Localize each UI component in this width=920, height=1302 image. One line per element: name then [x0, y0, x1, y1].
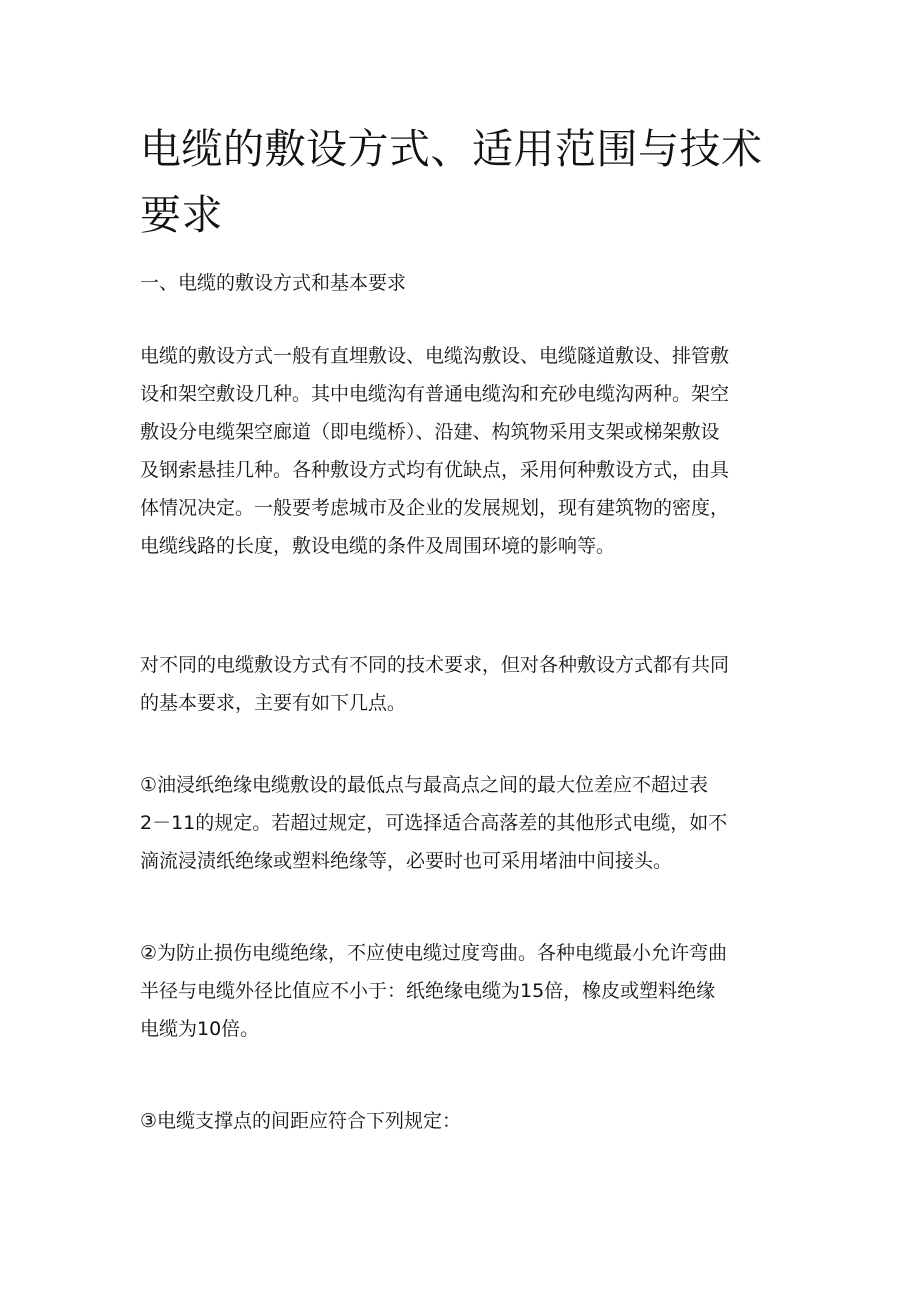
- section-heading: 一、电缆的敷设方式和基本要求: [140, 272, 407, 294]
- paragraph-laying-methods: [140, 337, 788, 565]
- text-line: 电缆为10倍。: [140, 1018, 260, 1040]
- text-line: 敷设分电缆架空廊道（即电缆桥）、沿建、构筑物采用支架或梯架敷设: [140, 421, 720, 443]
- text-line: 的基本要求，主要有如下几点。: [140, 692, 407, 714]
- text-line: ①油浸纸绝缘电缆敷设的最低点与最高点之间的最大位差应不超过表: [140, 774, 709, 796]
- text-line: 对不同的电缆敷设方式有不同的技术要求，但对各种敷设方式都有共同: [140, 654, 730, 676]
- text-line: 设和架空敷设几种。其中电缆沟有普通电缆沟和充砂电缆沟两种。架空: [140, 383, 730, 405]
- paragraph-basic-requirements: [140, 646, 788, 722]
- text-line: ③电缆支撑点的间距应符合下列规定：: [140, 1110, 462, 1132]
- text-line: 体情况决定。一般要考虑城市及企业的发展规划，现有建筑物的密度，: [140, 497, 730, 519]
- title-line: 电缆的敷设方式、适用范围与技术: [140, 125, 763, 173]
- text-line: 滴流浸渍纸绝缘或塑料绝缘等，必要时也可采用堵油中间接头。: [140, 850, 673, 872]
- document-title: [140, 116, 820, 248]
- paragraph-requirement-3: [140, 1102, 788, 1140]
- text-line: 电缆的敷设方式一般有直埋敷设、电缆沟敷设、电缆隧道敷设、排管敷: [140, 345, 730, 367]
- text-line: 电缆线路的长度，敷设电缆的条件及周围环境的影响等。: [140, 535, 616, 557]
- paragraph-requirement-2: [140, 934, 788, 1048]
- text-line: 2－11的规定。若超过规定，可选择适合高落差的其他形式电缆，如不: [140, 812, 728, 834]
- text-line: 及钢索悬挂几种。各种敷设方式均有优缺点，采用何种敷设方式，由具: [140, 459, 730, 481]
- text-line: 半径与电缆外径比值应不小于：纸绝缘电缆为15倍，橡皮或塑料绝缘: [140, 980, 716, 1002]
- text-line: ②为防止损伤电缆绝缘，不应使电缆过度弯曲。各种电缆最小允许弯曲: [140, 942, 728, 964]
- paragraph-requirement-1: [140, 766, 788, 880]
- title-line: 要求: [140, 191, 223, 239]
